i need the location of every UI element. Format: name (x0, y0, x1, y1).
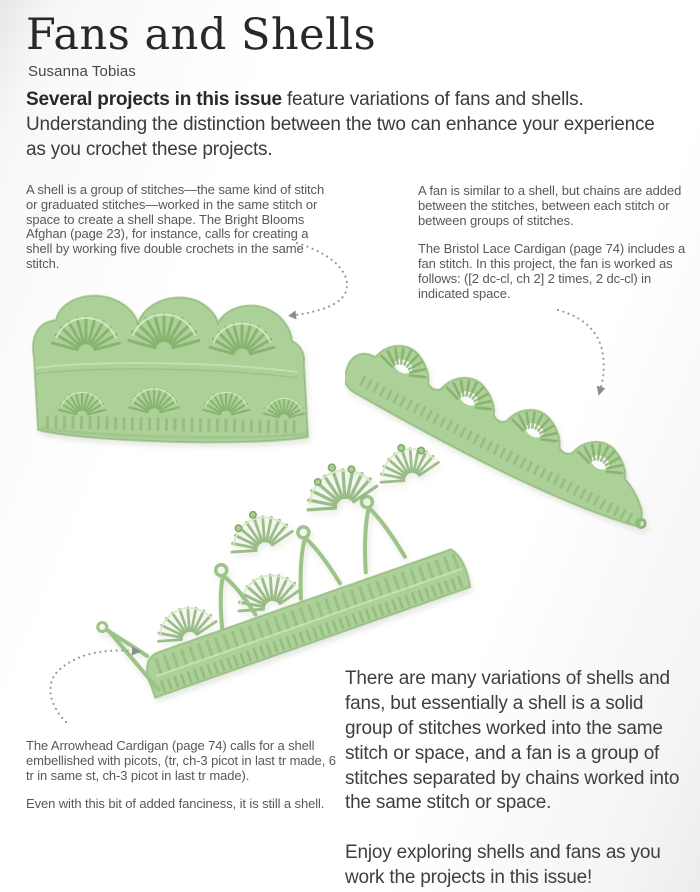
shell-description: A shell is a group of stitches—the same kind of stitch or graduated stitches—worked in the same stitch or space to create a shell shape. The Bright Blooms Afghan (page 23), for instance, calls for creating a shell by working five double crochets in the same stitch. (26, 182, 325, 272)
summary-paragraph: There are many variations of shells and fans, but essentially a shell is a solid group of stitches worked into the same stitch or space, and a fan is a group of stitches separated by chains worked into the same stitch or space. (345, 668, 680, 814)
picot-shell-description (26, 739, 341, 826)
author-byline: Susanna Tobias (28, 63, 136, 80)
intro-paragraph (26, 88, 671, 163)
picot-paragraph-2: Even with this bit of added fanciness, it is still a shell. (26, 796, 325, 812)
fan-paragraph-1: A fan is similar to a shell, but chains are added between the stitches, between each stitch or between groups of stitches. (418, 183, 682, 228)
closing-paragraph: Enjoy exploring shells and fans as you work the projects in this issue! (345, 842, 661, 889)
fan-description (418, 184, 691, 316)
intro-lead-in: Several projects in this issue (26, 89, 282, 110)
intro-continuation: feature variations of fans and shells. Understanding the distinction between the two can enhance your experience as you crochet these projects. (26, 89, 655, 160)
picot-shell-swatch-image (75, 420, 515, 740)
fan-paragraph-2: The Bristol Lace Cardigan (page 74) includes a fan stitch. In this project, the fan is worked as follows: ([2 dc-cl, ch 2] 2 times, 2 dc-cl) in indicated space. (418, 241, 686, 301)
picot-paragraph-1: The Arrowhead Cardigan (page 74) calls for a shell embellished with picots, (tr, ch-3 picot in last tr made, 6 tr in same st, ch-3 picot in last tr made). (26, 738, 336, 783)
page-title: Fans and Shells (26, 10, 377, 60)
